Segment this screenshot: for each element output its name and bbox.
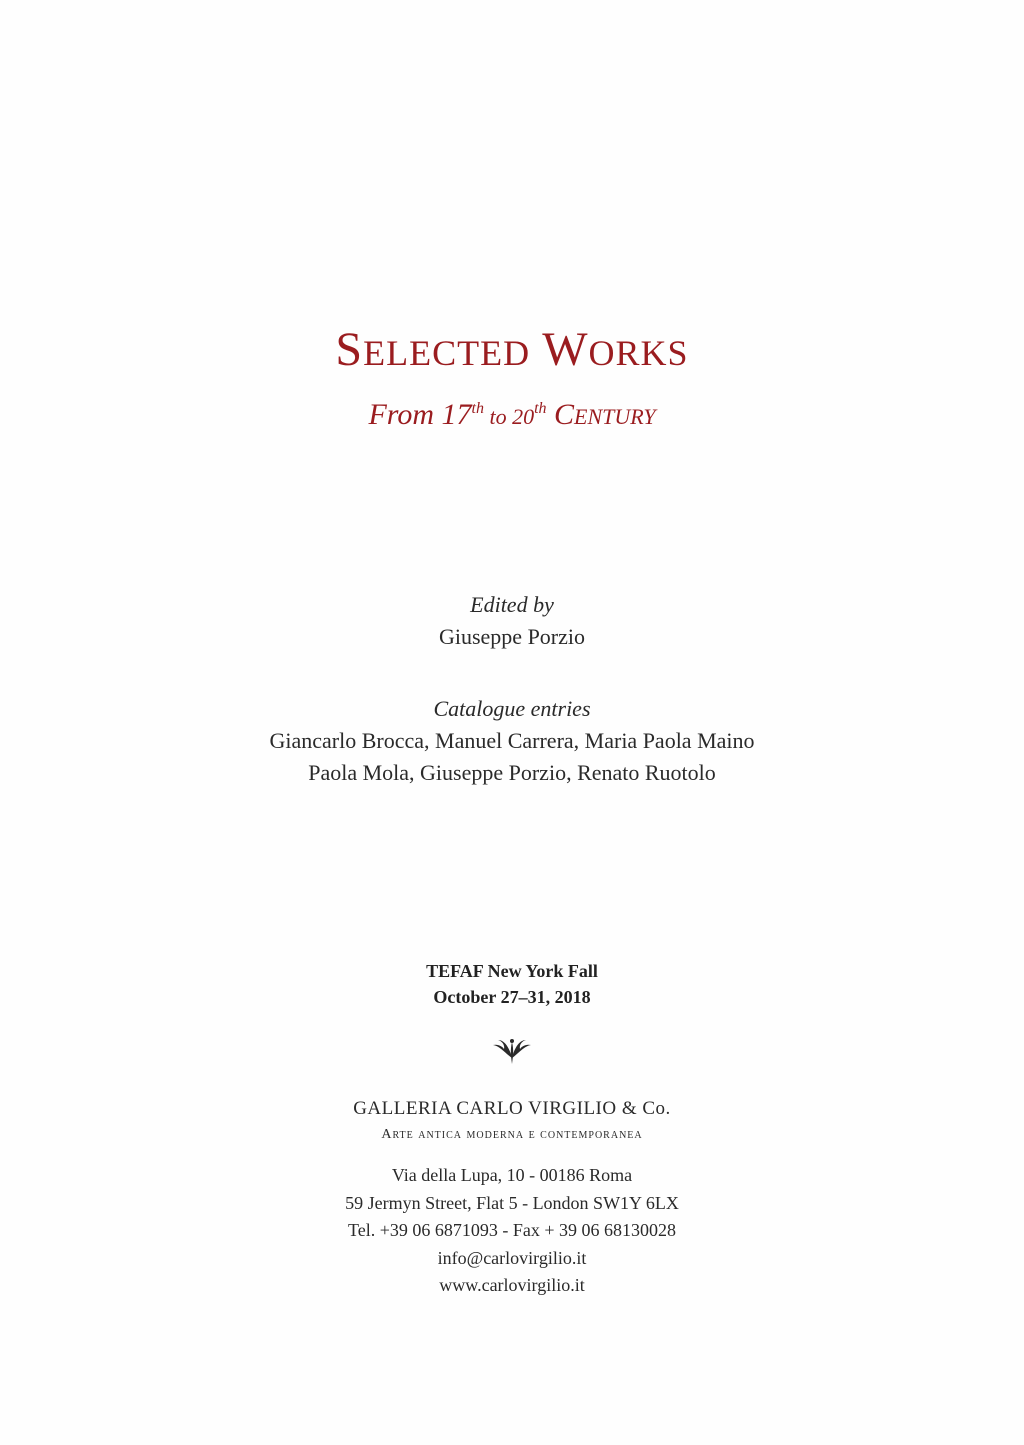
subtitle-sup-1: th: [471, 400, 484, 417]
subtitle-century-rest: ENTURY: [574, 404, 656, 429]
editor-label: Edited by: [470, 592, 554, 617]
title-rest-2: ORKS: [588, 333, 689, 373]
event-info: [0, 958, 1024, 1010]
subtitle-century-initial: C: [546, 398, 575, 431]
phone-fax: Tel. +39 06 6871093 - Fax + 39 06 68130028: [347, 1220, 677, 1240]
address-london: 59 Jermyn Street, Flat 5 - London SW1Y 6LX: [345, 1193, 679, 1213]
catalogue-label: Catalogue entries: [433, 696, 591, 721]
website-address: www.carlovirgilio.it: [439, 1275, 585, 1295]
catalogue-authors-line-2: Paola Mola, Giuseppe Porzio, Renato Ruotolo: [308, 760, 716, 785]
address-rome: Via della Lupa, 10 - 00186 Roma: [391, 1165, 633, 1185]
catalogue-authors-line-1: Giancarlo Brocca, Manuel Carrera, Maria Paola Maino: [269, 728, 755, 753]
title-initial-1: S: [335, 323, 364, 376]
subtitle-to: to 20: [483, 404, 535, 429]
gallery-tagline: Arte antica moderna e contemporanea: [381, 1127, 643, 1142]
event-dates: October 27–31, 2018: [433, 987, 591, 1007]
page-subtitle: [0, 398, 1024, 432]
subtitle-from: From 17: [368, 398, 472, 431]
fleuron-ornament-icon: [0, 1036, 1024, 1070]
email-address: info@carlovirgilio.it: [437, 1248, 587, 1268]
editor-name: Giuseppe Porzio: [438, 624, 586, 649]
title-initial-2: W: [542, 323, 589, 376]
gallery-name: GALLERIA CARLO VIRGILIO & Co.: [353, 1098, 671, 1119]
subtitle-sup-2: th: [534, 400, 547, 417]
page-title: [0, 322, 1024, 377]
title-rest-1: ELECTED: [363, 333, 531, 373]
event-name: TEFAF New York Fall: [426, 961, 598, 981]
